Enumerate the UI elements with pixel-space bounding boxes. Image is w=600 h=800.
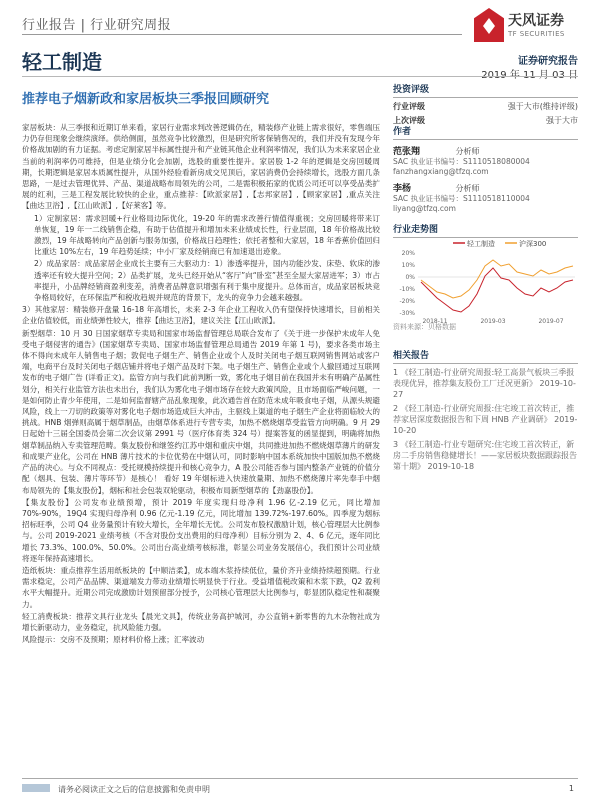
analyst-cert: SAC 执业证书编号：S1110518080004 <box>393 157 530 166</box>
analyst-title: 作者 <box>393 124 578 140</box>
report-tag: 行业报告 | 行业研究周报 <box>22 18 172 33</box>
footer-accent <box>22 784 50 792</box>
y-tick-label: -20% <box>399 298 415 305</box>
analyst-entry <box>393 144 578 177</box>
body-paragraph: 造纸板块：重点推荐生活用纸板块的【中顺洁柔】，成本端木浆持续低位，量价齐升业绩持续超预期。行业需求稳定，公司产品品牌、渠道端发力带动业绩增长明显快于行业。受益增值税改策和木浆下跌，Q2 盈利水平大幅提升。近期公司完成激励计划预留部分授予，公司核心管理层大比例参与，彰显团队稳定性和凝聚力。 <box>22 565 380 609</box>
brand-logo <box>474 6 592 46</box>
body-paragraph: 轻工消费板块：推荐文具行业龙头【晨光文具】，传统业务高护城河，办公直销+新零售的九木杂物社成为增长新驱动力，业务稳定，抗风险能力强。 <box>22 611 380 632</box>
legend-label-a: 轻工制造 <box>467 240 495 248</box>
y-tick-label: 0% <box>405 274 415 281</box>
report-headline: 推荐电子烟新政和家居板块三季报回顾研究 <box>22 92 270 107</box>
x-tick-label: 2019-07 <box>538 318 564 324</box>
y-tick-label: -30% <box>399 310 415 317</box>
rating-value: 强于大市 <box>546 116 578 125</box>
x-tick-label: 2019-03 <box>480 318 506 324</box>
analyst-name: 范张翔 <box>393 147 421 157</box>
y-tick-label: 20% <box>401 250 415 257</box>
logo-name: 天风证券 <box>508 13 564 29</box>
footer-divider <box>22 778 578 779</box>
series-line-a <box>421 268 573 312</box>
chart-source: 资料来源：贝格数据 <box>393 323 456 331</box>
series-line-b <box>421 260 573 298</box>
analyst-name: 李杨 <box>393 184 412 194</box>
footer-disclaimer: 请务必阅读正文之后的信息披露和免责申明 <box>58 785 210 794</box>
rating-row <box>393 101 578 112</box>
related-report-link[interactable]: 2 《轻工制造-行业研究周报:住宅竣工首次转正，推荐家居深度数据报告和下周 HNB 产业调研》 2019-10-20 <box>393 404 578 435</box>
report-type: 证券研究报告 <box>518 56 578 67</box>
legend-label-b: 沪深300 <box>519 240 547 248</box>
title-divider <box>22 76 578 77</box>
page-number: 1 <box>568 784 574 793</box>
analyst-email[interactable]: liyang@tfzq.com <box>393 204 456 213</box>
analyst-panel <box>393 124 578 214</box>
report-body <box>22 122 380 646</box>
header-divider <box>22 34 462 35</box>
x-tick-label: 2018-11 <box>422 318 448 324</box>
logo-mark-icon <box>474 8 504 42</box>
related-reports <box>393 348 578 472</box>
trend-title: 行业走势图 <box>393 222 578 238</box>
related-report-link[interactable]: 1 《轻工制造-行业研究周报:轻工高景气板块三季报表现优异，推荐集友股份工厂迁况更新》 2019-10-27 <box>393 368 576 399</box>
report-date <box>481 66 578 81</box>
rating-value: 强于大市(维持评级) <box>507 102 578 111</box>
related-report-link[interactable]: 3 《轻工制造-行业专题研究:住宅竣工首次转正，新房二手房销售稳健增长！——家居板块数据跟踪报告第十期》 2019-10-18 <box>393 440 577 471</box>
body-paragraph: 【集友股份】公司发布业绩预增，预计 2019 年度实现归母净利 1.96 亿-2.19 亿元，同比增加 70%-90%，19Q4 实现归母净利 0.96 亿元-1.19 亿元，同比增加 139.72%-197.60%。四季度为烟标招标旺季，公司 Q4 业务量预计有较大增长，全年增长无忧。公司发布股权激励计划，核心管理层大比例参与。公司 2019-2021 业绩考核（不含对股份支出费用的归母净利）目标分别为 2、4、6 亿元，逐年同比增长 73.3%、100.0%、50.0%。公司出台高业绩考核标准，彰显公司业务发展信心，我们预计公司业绩将逐年保持高速增长。 <box>22 497 380 563</box>
analyst-cert: SAC 执业证书编号：S1110518110004 <box>393 194 530 203</box>
analyst-role: 分析师 <box>455 147 480 156</box>
industry-title: 轻工制造 <box>22 50 102 74</box>
rating-panel <box>393 82 578 126</box>
body-paragraph: 2）成品家居：成品家居企业成长主要有三大驱动力：1）渗透率提升，国内功能沙发、床垫、软床的渗透率还有较大提升空间；2）品类扩展，龙头已经开始从“客厅”向“卧室”甚至全屋大家居进军；3）市占率提升，小品牌经销商盈利变差，消费者品牌意识增强有利于集中度提升。总体而言，成品家居板块竞争格局较好，在环保监严和税收趋规并规范的背景下，龙头的竞争力会越来越强。 <box>34 259 380 303</box>
y-tick-label: -10% <box>399 286 415 293</box>
analyst-entry <box>393 181 578 214</box>
body-paragraph: 1）定制家居：需求回暖+行业格局边际优化，19-20 年的需求改善行情值得重视；交房回暖将带来订单恢复，19 年一二线销售企稳，有助于估值提升和增加未来业绩成长性，行业层面，18 年价格战比较激烈，19 年战略转向产品创新与服务加强，价格战日趋理性；依托者整和大家居，18 年香蕉价值回归比重达 10%左右，19 年趋势延续；中小厂家及经销商已有加速退出迹象。 <box>34 213 380 257</box>
related-title: 相关报告 <box>393 348 578 364</box>
trend-chart <box>393 236 578 324</box>
body-paragraph: 家居板块：从三季报和近期订单来看，家居行业需求判改善逻辑仍在，精装修产业链上需求很好，零售端压力仍存但现象会继续演绎。供给侧面，虽然竞争比较激烈，但是研究所客保销售况的，我们并没有发现今年价格战加剧的有力证据。考虑定制家居半标属性提升和产业链其他企业利润率情况，我们认为未来家居企业当前的利润率仍可维持，但是业绩分化会加剧，选股的重要性提升。家居股 1-2 年的逻辑是交房回暖周期，长期逻辑是家居本质属性提升，从国外经验看新房成交见顶后，家居消费仍会持续增长，选股方面几条思路，一是过去管理优异、产品、渠道战略布局领先的公司，二是需积极拓家的优质公司还可以享受品类扩展的红利，三是工程发展比较快的企业，重点推荐：【欧派家居】,【志邦家居】,【顾家家居】,重点关注【曲达卫浴】,【江山欧派】,【好莱客】等。 <box>22 123 380 211</box>
body-paragraph: 3）其他家居：精装修开盘量 16-18 年高增长，未来 2-3 年企业工程收入仍有望保持快速增长，目前相关企业估值较低，而业绩弹性较大，推荐【曲达卫浴】，建议关注【江山欧派】。 <box>22 305 380 326</box>
logo-name-en: TF SECURITIES <box>508 30 565 38</box>
risk-warning: 风险提示：交房不及预期；原材料价格上涨；汇率波动 <box>22 635 205 645</box>
chart-legend <box>453 239 546 248</box>
rating-key: 上次评级 <box>393 116 425 125</box>
body-paragraph: 新型烟草：10 月 30 日国家烟草专卖局和国家市场监督管理总局联合发布了《关于进一步保护未成年人免受电子烟侵害的通告》(国家烟草专卖局、国家市场监督管理总局通告 2019 年第 1 号)，要求各类市场主体不得向未成年人销售电子烟；敦促电子烟生产、销售企业或个人及时关闭电子烟互联网销售网站或客户端，电商平台及时关闭电子烟店铺并将电子烟产品及时下架。电子烟生产、销售企业或个人撤回通过互联网发布的电子烟广告 (详看正文)。监管方向与我们此前判断一致，雾化电子烟目前在我国并未有明确产品属性划分，相关行业监管方法也未出台，我们认为雾化电子烟市场存在较大政策风险，且市场面临严峻问题，一是如何防止青少年使用，二是如何监督辖产品乱象现象，此次通告首在防范未成年吸食电子烟，从源头规避风险，线上一刀切的政策等对雾化电子烟市场造成巨大冲击，主驱线上渠道的电子烟生产企业将面临较大的挑战。HNB 烟弹则高属于烟草制品，由烟草体系进行专营专卖，加热不燃烧烟草受监管方向明确。9 月 29 日起始十三届全国委员会第二次会议第 2991 号（医疗体育类 324 号）提案答复的函显提到，明确将加热烟草制品纳入专卖管理范畴。集友股份和继签约江苏中烟和重庆中烟，共同推进加热不燃烧烟草薄片的研发和成果产业化，公司在 HNB 薄片技术的卡位优势在中烟认可，同时影响中国本系统加快中国版加热不燃烧产品的决心。与众不同视点：受托规模持续提升和核心竞争力，A 股公司能否参与国内整条产业链的价值分配（烟具、包装、薄片等环节）是核心！ 看好 19 年烟标进入快速放量期、加热不燃烧薄片率先奉手中烟布局领先的【集友股份】，烟标和社会包装双轮驱动，积极布局新型烟草的【劲嘉股份】。 <box>22 328 380 495</box>
analyst-email[interactable]: fanzhangxiang@tfzq.com <box>393 167 489 176</box>
rating-key: 行业评级 <box>393 102 425 111</box>
y-tick-label: 10% <box>401 262 415 269</box>
analyst-role: 分析师 <box>455 184 480 193</box>
rating-title: 投资评级 <box>393 82 578 98</box>
